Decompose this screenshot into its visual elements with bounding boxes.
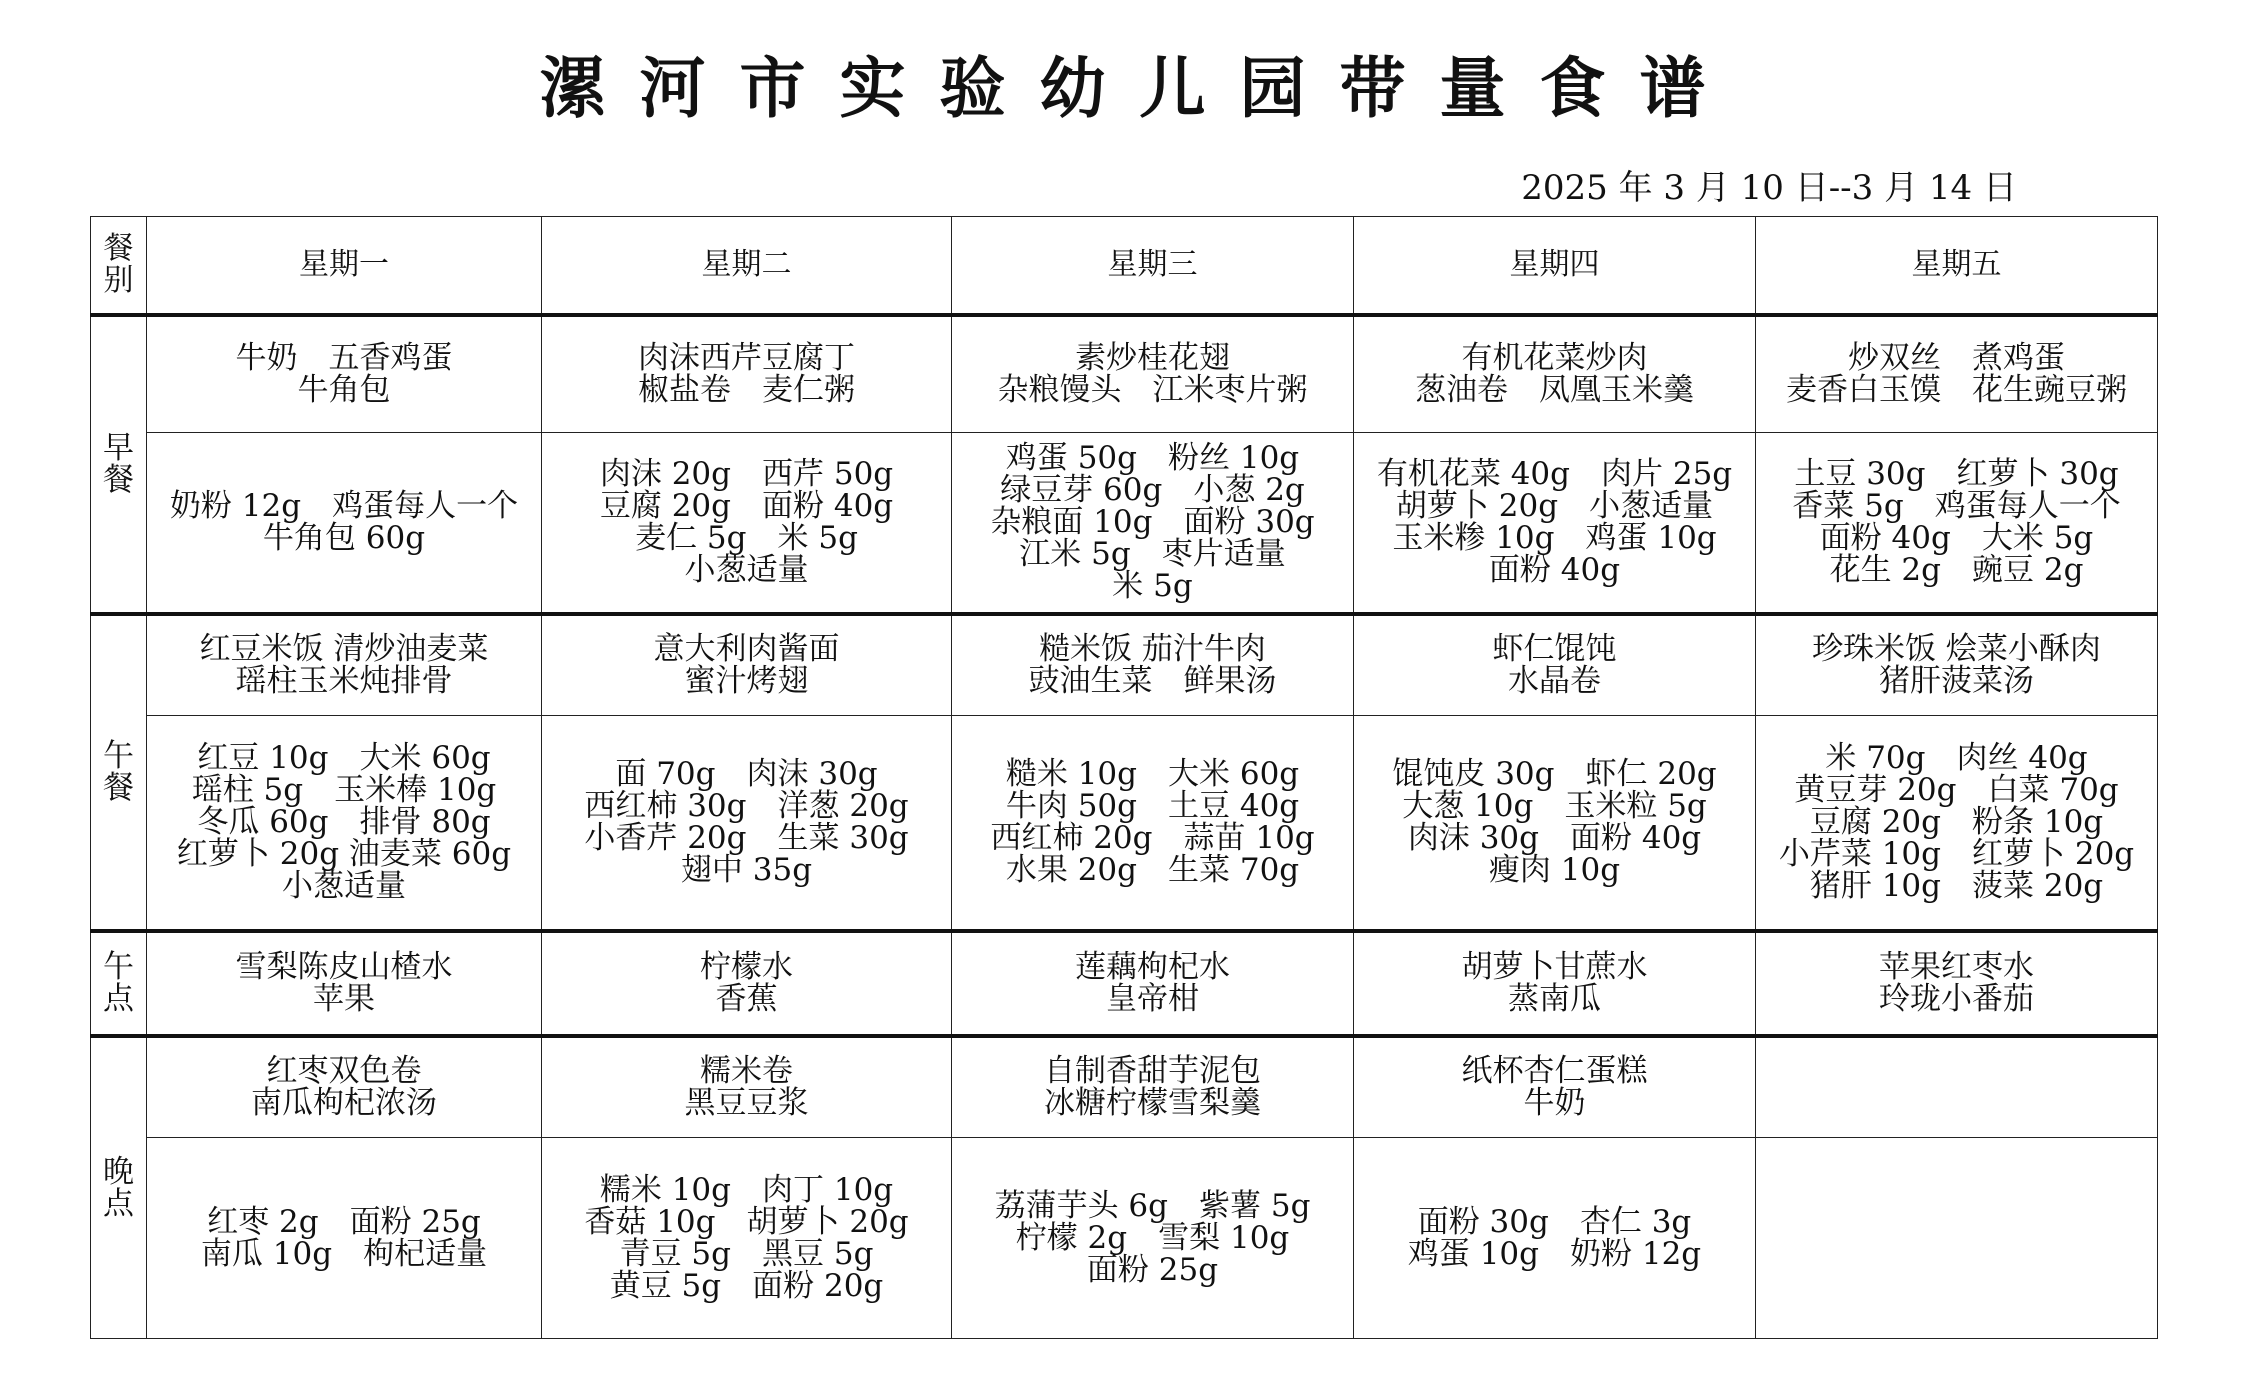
meal-label-breakfast: 早餐 bbox=[91, 315, 147, 614]
breakfast-dish-fri: 炒双丝 煮鸡蛋 麦香白玉馍 花生豌豆粥 bbox=[1756, 315, 2158, 433]
evening-snack-ingredients-wed: 荔蒲芋头 6g 紫薯 5g 柠檬 2g 雪梨 10g 面粉 25g bbox=[952, 1138, 1354, 1339]
breakfast-dish-row bbox=[91, 315, 2158, 433]
lunch-dish-row bbox=[91, 614, 2158, 716]
day-header-wed: 星期三 bbox=[952, 217, 1354, 315]
day-header-thu: 星期四 bbox=[1354, 217, 1756, 315]
lunch-ingredients-wed: 糙米 10g 大米 60g 牛肉 50g 土豆 40g 西红柿 20g 蒜苗 10g 水果 20g 生菜 70g bbox=[952, 716, 1354, 931]
afternoon-snack-fri: 苹果红枣水 玲珑小番茄 bbox=[1756, 931, 2158, 1036]
lunch-dish-tue: 意大利肉酱面 蜜汁烤翅 bbox=[542, 614, 952, 716]
breakfast-dish-wed: 素炒桂花翅 杂粮馒头 江米枣片粥 bbox=[952, 315, 1354, 433]
lunch-ingredients-fri: 米 70g 肉丝 40g 黄豆芽 20g 白菜 70g 豆腐 20g 粉条 10g 小芹菜 10g 红萝卜 20g 猪肝 10g 菠菜 20g bbox=[1756, 716, 2158, 931]
breakfast-ingredients-fri: 土豆 30g 红萝卜 30g 香菜 5g 鸡蛋每人一个 面粉 40g 大米 5g 花生 2g 豌豆 2g bbox=[1756, 433, 2158, 614]
lunch-ingredient-row bbox=[91, 716, 2158, 931]
afternoon-snack-row bbox=[91, 931, 2158, 1036]
breakfast-ingredients-mon: 奶粉 12g 鸡蛋每人一个 牛角包 60g bbox=[147, 433, 542, 614]
breakfast-dish-mon: 牛奶 五香鸡蛋 牛角包 bbox=[147, 315, 542, 433]
lunch-ingredients-thu: 馄饨皮 30g 虾仁 20g 大葱 10g 玉米粒 5g 肉沫 30g 面粉 40g 瘦肉 10g bbox=[1354, 716, 1756, 931]
evening-snack-dish-wed: 自制香甜芋泥包 冰糖柠檬雪梨羹 bbox=[952, 1036, 1354, 1138]
page-title: 漯河市实验幼儿园带量食谱 bbox=[539, 49, 1740, 127]
evening-snack-ingredients-mon: 红枣 2g 面粉 25g 南瓜 10g 枸杞适量 bbox=[147, 1138, 542, 1339]
header-row bbox=[91, 217, 2158, 315]
breakfast-dish-thu: 有机花菜炒肉 葱油卷 凤凰玉米羹 bbox=[1354, 315, 1756, 433]
afternoon-snack-thu: 胡萝卜甘蔗水 蒸南瓜 bbox=[1354, 931, 1756, 1036]
day-header-fri: 星期五 bbox=[1756, 217, 2158, 315]
evening-snack-dish-fri bbox=[1756, 1036, 2158, 1138]
evening-snack-ingredients-fri bbox=[1756, 1138, 2158, 1339]
day-header-tue: 星期二 bbox=[542, 217, 952, 315]
afternoon-snack-tue: 柠檬水 香蕉 bbox=[542, 931, 952, 1036]
evening-snack-dish-row bbox=[91, 1036, 2158, 1138]
meal-label-afternoon-snack: 午点 bbox=[91, 931, 147, 1036]
breakfast-ingredients-thu: 有机花菜 40g 肉片 25g 胡萝卜 20g 小葱适量 玉米糁 10g 鸡蛋 10g 面粉 40g bbox=[1354, 433, 1756, 614]
evening-snack-dish-mon: 红枣双色卷 南瓜枸杞浓汤 bbox=[147, 1036, 542, 1138]
evening-snack-ingredients-tue: 糯米 10g 肉丁 10g 香菇 10g 胡萝卜 20g 青豆 5g 黑豆 5g 黄豆 5g 面粉 20g bbox=[542, 1138, 952, 1339]
lunch-ingredients-tue: 面 70g 肉沫 30g 西红柿 30g 洋葱 20g 小香芹 20g 生菜 30g 翅中 35g bbox=[542, 716, 952, 931]
lunch-dish-wed: 糙米饭 茄汁牛肉 豉油生菜 鲜果汤 bbox=[952, 614, 1354, 716]
breakfast-ingredient-row bbox=[91, 433, 2158, 614]
afternoon-snack-wed: 莲藕枸杞水 皇帝柑 bbox=[952, 931, 1354, 1036]
evening-snack-ingredients-thu: 面粉 30g 杏仁 3g 鸡蛋 10g 奶粉 12g bbox=[1354, 1138, 1756, 1339]
meal-label-evening-snack: 晚点 bbox=[91, 1036, 147, 1339]
breakfast-ingredients-wed: 鸡蛋 50g 粉丝 10g 绿豆芽 60g 小葱 2g 杂粮面 10g 面粉 30g 江米 5g 枣片适量 米 5g bbox=[952, 433, 1354, 614]
lunch-dish-thu: 虾仁馄饨 水晶卷 bbox=[1354, 614, 1756, 716]
lunch-dish-fri: 珍珠米饭 烩菜小酥肉 猪肝菠菜汤 bbox=[1756, 614, 2158, 716]
meal-column-header: 餐别 bbox=[91, 217, 147, 315]
evening-snack-dish-tue: 糯米卷 黑豆豆浆 bbox=[542, 1036, 952, 1138]
evening-snack-ingredient-row bbox=[91, 1138, 2158, 1339]
evening-snack-dish-thu: 纸杯杏仁蛋糕 牛奶 bbox=[1354, 1036, 1756, 1138]
afternoon-snack-mon: 雪梨陈皮山楂水 苹果 bbox=[147, 931, 542, 1036]
day-header-mon: 星期一 bbox=[147, 217, 542, 315]
breakfast-ingredients-tue: 肉沫 20g 西芹 50g 豆腐 20g 面粉 40g 麦仁 5g 米 5g 小葱适量 bbox=[542, 433, 952, 614]
lunch-dish-mon: 红豆米饭 清炒油麦菜 瑶柱玉米炖排骨 bbox=[147, 614, 542, 716]
date-range: 2025 年 3 月 10 日--3 月 14 日 bbox=[1521, 168, 2017, 208]
breakfast-dish-tue: 肉沫西芹豆腐丁 椒盐卷 麦仁粥 bbox=[542, 315, 952, 433]
lunch-ingredients-mon: 红豆 10g 大米 60g 瑶柱 5g 玉米棒 10g 冬瓜 60g 排骨 80g 红萝卜 20g 油麦菜 60g 小葱适量 bbox=[147, 716, 542, 931]
meal-label-lunch: 午餐 bbox=[91, 614, 147, 931]
menu-table bbox=[90, 216, 2158, 1339]
